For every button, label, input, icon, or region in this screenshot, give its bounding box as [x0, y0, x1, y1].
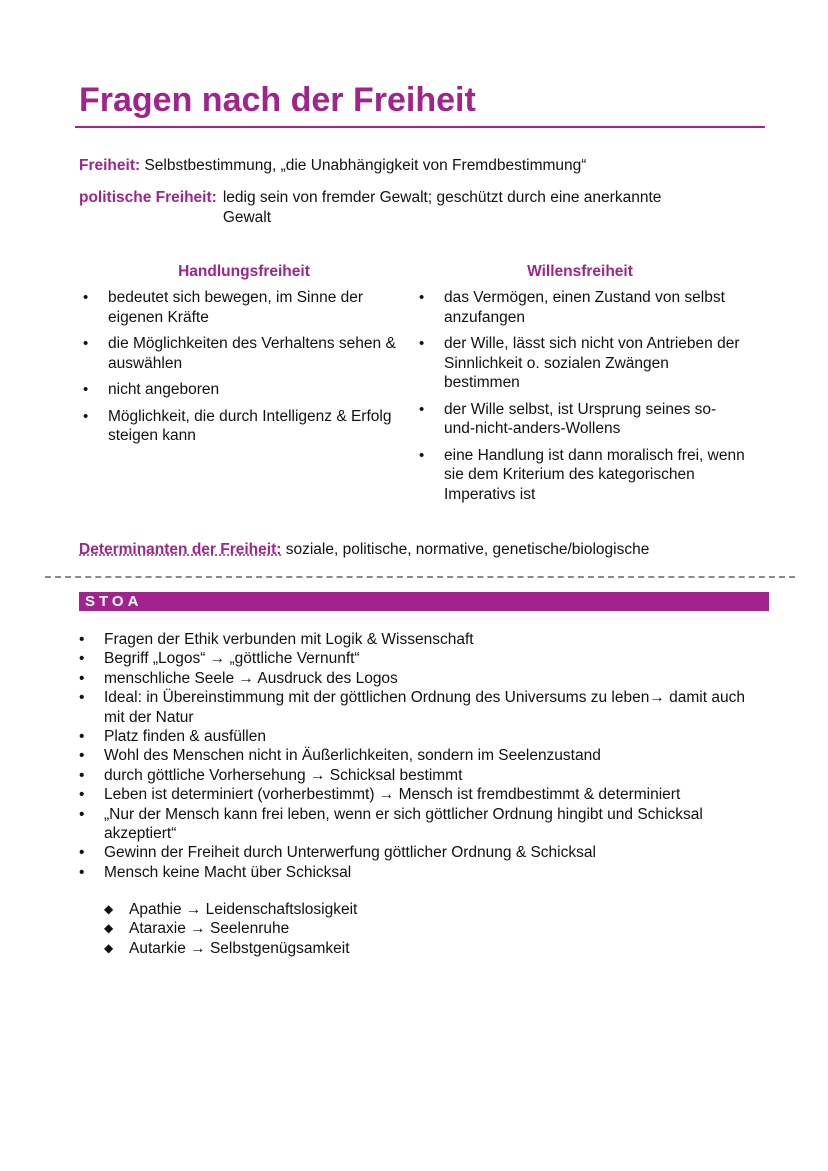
definition-text: Selbstbestimmung, „die Unabhängigkeit von Fremdbestimmung“ [144, 157, 587, 174]
list-item: • Ideal: in Übereinstimmung mit der göttlichen Ordnung des Universums zu leben→ damit auch mit der Natur [79, 689, 745, 726]
bullet-icon: • [83, 335, 89, 352]
diamond-bullet-icon: ◆ [104, 921, 114, 936]
column-heading: Willensfreiheit [527, 263, 633, 280]
column-heading: Handlungsfreiheit [178, 263, 310, 280]
definition-text: ledig sein von fremder Gewalt; geschützt durch eine anerkannte Gewalt [222, 189, 662, 226]
list-item: • der Wille selbst, ist Ursprung seines so-und-nicht-anders-Wollens [419, 400, 717, 437]
determinanten-term: Determinanten der Freiheit: [79, 541, 282, 558]
bullet-icon: • [79, 689, 85, 707]
bullet-icon: • [83, 381, 89, 398]
list-item: • das Vermögen, einen Zustand von selbst anzufangen [419, 289, 725, 326]
handlungsfreiheit-list [79, 288, 409, 446]
list-item: • Platz finden & ausfüllen [79, 728, 266, 746]
list-item: • Gewinn der Freiheit durch Unterwerfung göttlicher Ordnung & Schicksal [79, 844, 596, 862]
list-item: • durch göttliche Vorhersehung → Schicksal bestimmt [79, 766, 463, 784]
list-item: • Mensch keine Macht über Schicksal [79, 863, 352, 881]
list-item: • menschliche Seele → Ausdruck des Logos [79, 669, 398, 687]
stoa-sub-list [104, 900, 357, 958]
list-item: • bedeutet sich bewegen, im Sinne der eigenen Kräfte [83, 289, 364, 326]
list-item: ◆ Ataraxie → Seelenruhe [104, 920, 290, 938]
diamond-bullet-icon: ◆ [104, 902, 114, 916]
handlungsfreiheit-column [79, 262, 409, 453]
bullet-icon: • [79, 863, 85, 881]
definition-politische-freiheit [79, 188, 719, 228]
bullet-icon: • [83, 289, 89, 306]
definition-freiheit [79, 156, 586, 176]
bullet-icon: • [419, 400, 425, 418]
list-item: • der Wille, lässt sich nicht von Antrieben der Sinnlichkeit o. sozialen Zwängen bestimmen [419, 335, 740, 391]
list-item: • die Möglichkeiten des Verhaltens sehen & auswählen [83, 335, 396, 372]
bullet-icon: • [79, 669, 85, 687]
bullet-icon: • [79, 805, 85, 823]
bullet-icon: • [79, 766, 85, 784]
list-item: • Fragen der Ethik verbunden mit Logik & Wissenschaft [79, 631, 474, 648]
list-item: • „Nur der Mensch kann frei leben, wenn er sich göttlicher Ordnung hingibt und Schicksal akzeptiert“ [79, 805, 703, 843]
list-item: • Wohl des Menschen nicht in Äußerlichkeiten, sondern im Seelenzustand [79, 747, 601, 765]
bullet-icon: • [419, 335, 425, 352]
bullet-icon: • [419, 289, 425, 306]
stoa-section-header: STOA [79, 592, 769, 611]
determinanten-text: soziale, politische, normative, genetische/biologische [285, 541, 650, 558]
list-item: ◆ Apathie → Leidenschaftslosigkeit [104, 901, 358, 918]
stoa-list [79, 630, 769, 882]
willensfreiheit-list [415, 288, 745, 504]
list-item: • Möglichkeit, die durch Intelligenz & Erfolg steigen kann [83, 407, 392, 444]
bullet-icon: • [79, 786, 85, 804]
bullet-icon: • [419, 446, 425, 464]
list-item: ◆ Autarkie → Selbstgenügsamkeit [104, 939, 350, 957]
bullet-icon: • [79, 844, 85, 862]
list-item: • Begriff „Logos“ → „göttliche Vernunft“ [79, 650, 360, 668]
willensfreiheit-column [415, 262, 745, 511]
bullet-icon: • [79, 650, 85, 668]
section-divider [45, 576, 795, 578]
bullet-icon: • [79, 747, 85, 765]
bullet-icon: • [79, 631, 85, 648]
determinanten-line [79, 540, 649, 560]
definition-term: politische Freiheit: [79, 189, 217, 206]
bullet-icon: • [79, 728, 85, 746]
list-item: • eine Handlung ist dann moralisch frei, wenn sie dem Kriterium des kategorischen Imperativs ist [419, 446, 745, 503]
page-title: Fragen nach der Freiheit [79, 81, 476, 119]
title-underline [75, 126, 765, 128]
definition-term: Freiheit: [79, 157, 141, 174]
diamond-bullet-icon: ◆ [104, 940, 114, 955]
bullet-icon: • [83, 407, 89, 425]
list-item: • nicht angeboren [83, 381, 220, 398]
list-item: • Leben ist determiniert (vorherbestimmt) → Mensch ist fremdbestimmt & determiniert [79, 786, 681, 804]
